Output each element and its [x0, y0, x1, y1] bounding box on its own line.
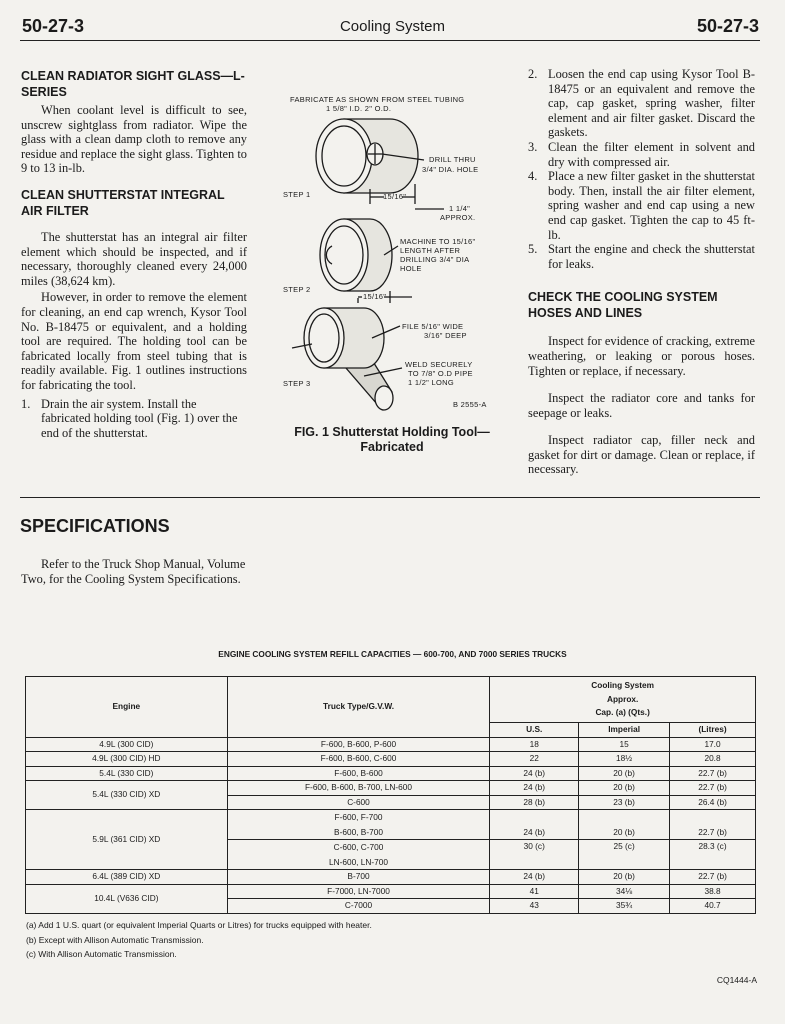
truck-cell: F-600, B-600, P-600	[227, 737, 490, 752]
litres-cell: 22.7 (b)	[670, 810, 756, 840]
column-header-engine: Engine	[26, 677, 228, 738]
table-row	[26, 781, 756, 796]
tube-step-1	[316, 119, 444, 209]
us-cell: 43	[490, 899, 579, 914]
list-item	[528, 242, 755, 271]
list-item	[528, 169, 755, 242]
step-number: 5.	[528, 242, 538, 257]
litres-cell: 20.8	[670, 752, 756, 767]
truck-cell: C-7000	[227, 899, 490, 914]
litres-cell: 26.4 (b)	[670, 795, 756, 810]
section-divider	[20, 497, 760, 498]
truck-line: LN-600, LN-700	[328, 856, 389, 867]
list-item	[528, 140, 755, 169]
paragraph-inspect-core: Inspect the radiator core and tanks for seepage or leaks.	[528, 391, 755, 420]
us-cell: 22	[490, 752, 579, 767]
us-cell: 24 (b)	[490, 781, 579, 796]
specifications-heading: SPECIFICATIONS	[20, 516, 170, 536]
specifications-paragraph: Refer to the Truck Shop Manual, Volume Two, for the Cooling System Specifications.	[21, 557, 246, 586]
us-cell: 30 (c)	[490, 840, 579, 870]
label-machine-2: LENGTH AFTER	[400, 246, 461, 255]
litres-cell: 22.7 (b)	[670, 870, 756, 885]
column-header-truck-type: Truck Type/G.V.W.	[227, 677, 490, 738]
heading-clean-sight-glass: CLEAN RADIATOR SIGHT GLASS—L-SERIES	[21, 69, 245, 99]
holding-tool-diagram	[272, 86, 512, 416]
engine-cell: 5.9L (361 CID) XD	[26, 810, 228, 870]
tube-step-3	[292, 308, 402, 410]
table-footnotes	[26, 918, 372, 962]
paragraph-sight-glass: When coolant level is difficult to see, unscrew sightglass from radiator. Wipe the glass with a clean damp cloth to remove any residue and replace the sight glass. Tighten to 9 to 13 in-lb.	[21, 103, 247, 176]
label-weld-1: WELD SECURELY	[405, 360, 473, 369]
truck-line: B-600, B-700	[334, 826, 383, 837]
capacity-header-line-2: Approx.	[606, 693, 639, 704]
litres-cell: 22.7 (b)	[670, 766, 756, 781]
table-row	[26, 737, 756, 752]
litres-cell: 28.3 (c)	[670, 840, 756, 870]
page-number-left: 50-27-3	[22, 16, 85, 36]
imperial-cell: 25 (c)	[579, 840, 670, 870]
step-text: Clean the filter element in solvent and dry with compressed air.	[548, 139, 755, 169]
us-cell: 24 (b)	[490, 870, 579, 885]
paragraph-inspect-hoses: Inspect for evidence of cracking, extreme weathering, or leaking or porous hoses. Tighten or replace, if necessary.	[528, 334, 755, 378]
label-step-3: STEP 3	[283, 379, 311, 388]
us-cell: 24 (b)	[490, 766, 579, 781]
right-column	[528, 67, 755, 477]
refill-capacities-table	[25, 676, 756, 914]
imperial-cell: 34⅛	[579, 884, 670, 899]
imperial-cell: 18½	[579, 752, 670, 767]
label-weld-2: TO 7/8" O.D PIPE	[408, 369, 473, 378]
truck-cell	[227, 840, 490, 870]
column-header-imperial: Imperial	[579, 723, 670, 738]
step-number: 1.	[21, 396, 31, 411]
label-dimension-15-16-b: 15/16"	[363, 292, 387, 301]
page-title: Cooling System	[339, 18, 446, 35]
label-drill-hole: 3/4" DIA. HOLE	[422, 165, 479, 174]
us-cell: 18	[490, 737, 579, 752]
figure-note-fabricate: FABRICATE AS SHOWN FROM STEEL TUBING	[290, 95, 465, 104]
step-text: Loosen the end cap using Kysor Tool B-18475 or an equivalent and remove the cap, cap gasket, spring washer, filter element and air filter gasket. Discard the gaskets.	[548, 67, 755, 140]
step-text: Start the engine and check the shutterstat for leaks.	[548, 242, 755, 271]
step-number: 3.	[528, 139, 538, 154]
us-cell: 28 (b)	[490, 795, 579, 810]
label-file-depth: 3/16" DEEP	[424, 331, 467, 340]
truck-line: F-600, F-700	[334, 812, 383, 822]
label-step-1: STEP 1	[283, 190, 311, 199]
document-code: CQ1444-A	[716, 975, 757, 985]
column-header-us: U.S.	[490, 723, 579, 738]
litres-cell: 38.8	[670, 884, 756, 899]
figure-caption-line-1: FIG. 1 Shutterstat Holding Tool—	[294, 425, 490, 439]
tube-step-2	[320, 219, 412, 303]
engine-cell: 6.4L (389 CID) XD	[26, 870, 228, 885]
figure-note-tubing-size: 1 5/8" I.D. 2" O.D.	[326, 104, 392, 113]
capacity-header-line-3: Cap. (a) (Qts.)	[595, 707, 650, 718]
engine-cell: 10.4L (V636 CID)	[26, 884, 228, 913]
truck-cell: F-600, B-600, B-700, LN-600	[227, 781, 490, 796]
truck-cell: C-600	[227, 795, 490, 810]
column-header-litres: (Litres)	[670, 723, 756, 738]
paragraph-shutterstat-filter: The shutterstat has an integral air filter element which should be inspected, and if necessary, thoroughly cleaned every 24,000 miles (38,624 km).	[21, 229, 247, 288]
list-item	[528, 67, 755, 140]
figure-1	[272, 86, 512, 466]
litres-cell: 17.0	[670, 737, 756, 752]
imperial-cell: 35¾	[579, 899, 670, 914]
page-number-right: 50-27-3	[696, 16, 759, 36]
table-row	[26, 766, 756, 781]
figure-caption-line-2: Fabricated	[360, 440, 424, 454]
capacity-header-line-1: Cooling System	[591, 680, 654, 691]
truck-cell: F-600, B-600, C-600	[227, 752, 490, 767]
heading-clean-shutterstat: CLEAN SHUTTERSTAT INTEGRAL AIR FILTER	[21, 187, 225, 218]
left-column	[21, 68, 247, 440]
truck-cell: F-600, B-600	[227, 766, 490, 781]
footnote-b: (b) Except with Allison Automatic Transmission.	[26, 934, 204, 945]
label-file-width: FILE 5/16" WIDE	[402, 322, 464, 331]
table-row	[26, 752, 756, 767]
label-approx: APPROX.	[440, 213, 476, 222]
label-weld-3: 1 1/2" LONG	[408, 378, 454, 387]
engine-cell: 4.9L (300 CID) HD	[26, 752, 228, 767]
table-caption: ENGINE COOLING SYSTEM REFILL CAPACITIES — 600-700, AND 7000 SERIES TRUCKS	[218, 649, 567, 659]
paragraph-inspect-cap: Inspect radiator cap, filler neck and gasket for dirt or damage. Clean or replace, if necessary.	[528, 433, 755, 477]
heading-check-hoses: CHECK THE COOLING SYSTEM HOSES AND LINES	[528, 290, 718, 321]
label-machine-4: HOLE	[400, 264, 422, 273]
imperial-cell: 23 (b)	[579, 795, 670, 810]
litres-cell: 40.7	[670, 899, 756, 914]
label-dimension-1-1-4: 1 1/4"	[449, 204, 471, 213]
us-cell: 41	[490, 884, 579, 899]
step-text: Drain the air system. Install the fabricated holding tool (Fig. 1) over the end of the shutterstat.	[41, 396, 238, 440]
imperial-cell: 20 (b)	[579, 810, 670, 840]
label-drill-thru: DRILL THRU	[429, 155, 476, 164]
table-row	[26, 810, 756, 840]
label-dimension-15-16-a: 15/16"	[383, 192, 407, 201]
step-list-continued	[528, 67, 755, 271]
figure-caption	[272, 425, 512, 455]
list-item	[21, 397, 247, 441]
engine-cell: 4.9L (300 CID)	[26, 737, 228, 752]
truck-line: C-600, C-700	[333, 842, 384, 852]
imperial-cell: 20 (b)	[579, 781, 670, 796]
table-header-row	[26, 677, 756, 723]
us-cell: 24 (b)	[490, 810, 579, 840]
footnote-c: (c) With Allison Automatic Transmission.	[26, 949, 177, 959]
step-list-start	[21, 397, 247, 441]
truck-cell: F-7000, LN-7000	[227, 884, 490, 899]
engine-cell: 5.4L (330 CID)	[26, 766, 228, 781]
imperial-cell: 20 (b)	[579, 870, 670, 885]
paragraph-holding-tool: However, in order to remove the element for cleaning, an end cap wrench, Kysor Tool No. B-18475 or equivalent, and a holding tool are required. The holding tool can be fabricated locally from steel tubing that is readily available. Fig. 1 outlines instructions for fabricating the tool.	[21, 290, 247, 392]
imperial-cell: 15	[579, 737, 670, 752]
truck-cell: B-700	[227, 870, 490, 885]
engine-cell: 5.4L (330 CID) XD	[26, 781, 228, 810]
table-row	[26, 884, 756, 899]
label-machine-1: MACHINE TO 15/16"	[400, 237, 476, 246]
header-rule	[20, 40, 760, 41]
footnote-a: (a) Add 1 U.S. quart (or equivalent Imperial Quarts or Litres) for trucks equipped with heater.	[26, 920, 372, 930]
step-text: Place a new filter gasket in the shutterstat body. Then, install the air filter element, spring washer and end cap using a new end cap gasket. Tighten the cap to 45 ft-lb.	[548, 169, 755, 242]
litres-cell: 22.7 (b)	[670, 781, 756, 796]
column-header-capacity	[490, 677, 756, 723]
imperial-cell: 20 (b)	[579, 766, 670, 781]
step-number: 2.	[528, 67, 538, 81]
truck-cell	[227, 810, 490, 840]
figure-reference-code: B 2555-A	[453, 400, 487, 409]
label-step-2: STEP 2	[283, 285, 311, 294]
step-number: 4.	[528, 169, 538, 184]
label-machine-3: DRILLING 3/4" DIA	[400, 255, 470, 264]
table-row	[26, 870, 756, 885]
